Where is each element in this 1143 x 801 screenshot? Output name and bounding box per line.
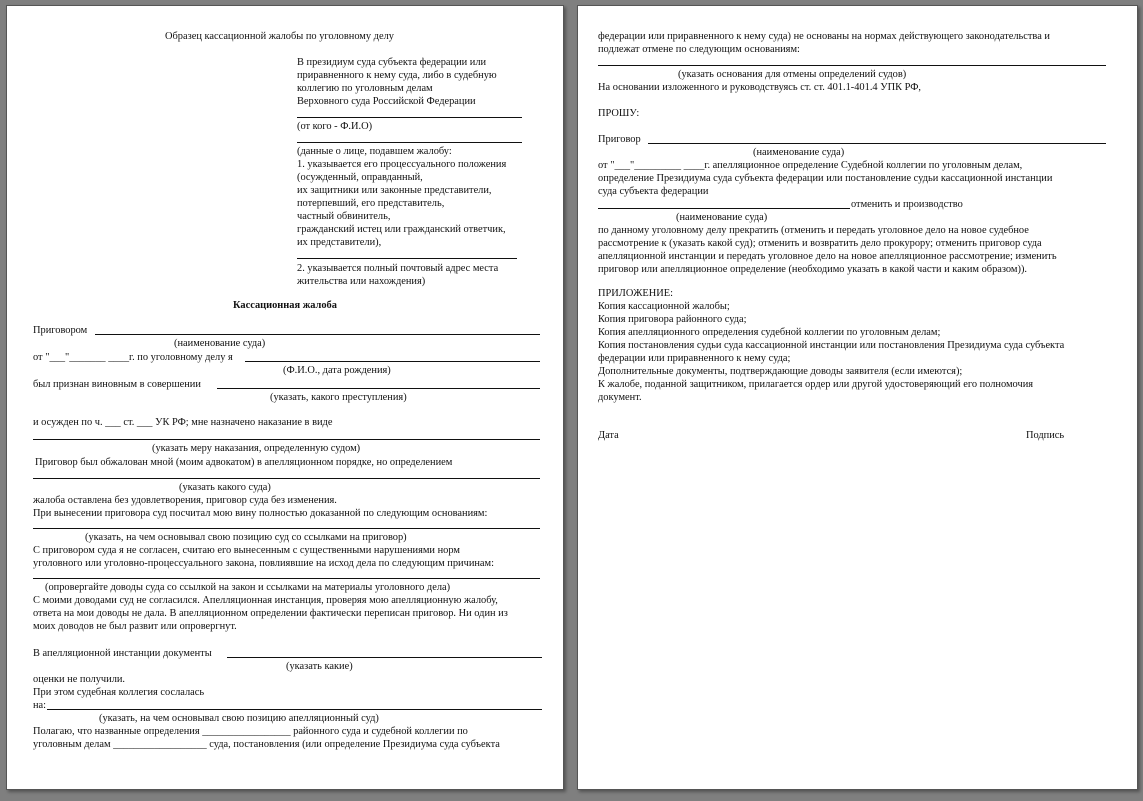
collegium-caption: (указать, на чем основывал свою позицию апелляционный суд) <box>99 713 379 724</box>
applicant-note: их защитники или законные представители, <box>297 185 492 196</box>
appeal-line: Приговор был обжалован мной (моим адвокатом) в апелляционном порядке, но определением <box>35 457 453 468</box>
address-note: 2. указывается полный почтовый адрес места <box>297 263 499 274</box>
appendix-item: Копия постановления судьи суда кассационной инстанции или постановления Президиума суда субъекта <box>598 340 1065 351</box>
on-label: на: <box>33 700 47 711</box>
date-line: от "___"_______ ____г. по уголовному делу я <box>33 352 233 363</box>
grounds-blank <box>33 528 540 529</box>
court-caption: (наименование суда) <box>753 147 845 158</box>
name-blank <box>245 361 540 362</box>
document-page-2 <box>577 5 1138 790</box>
refute-caption: (опровергайте доводы суда со ссылкой на закон и ссылками на материалы уголовного дела) <box>45 582 451 593</box>
appendix-item: документ. <box>598 392 642 403</box>
grounds-blank <box>598 65 1106 66</box>
crime-caption: (указать, какого преступления) <box>270 392 407 403</box>
applicant-blank <box>297 142 522 143</box>
court-disagree-line: ответа на мои доводы не дала. В апелляционном определении фактически переписан приговор. Ни один из <box>33 608 508 619</box>
signature-label: Подпись <box>1026 430 1065 441</box>
complaint-heading: Кассационная жалоба <box>233 300 337 311</box>
from-blank <box>297 117 522 118</box>
appendix-item: Копия апелляционного определения судебной коллегии по уголовным делам; <box>598 327 941 338</box>
applicant-note: 1. указывается его процессуального положения <box>297 159 507 170</box>
address-blank <box>297 258 517 259</box>
applicant-note: гражданский истец или гражданский ответчик, <box>297 224 506 235</box>
document-page-1 <box>6 5 564 790</box>
verdict-blank <box>95 334 540 335</box>
ruling-line: от "___"_________ ____г. апелляционное определение Судебной коллегии по уголовным делам, <box>598 160 1023 171</box>
crime-blank <box>217 388 540 389</box>
verdict-blank <box>648 143 1106 144</box>
applicant-note: (данные о лице, подавшем жалобу: <box>297 146 452 157</box>
appendix-item: Дополнительные документы, подтверждающие доводы заявителя (если имеются); <box>598 366 963 377</box>
continuation-line: подлежат отмене по следующим основаниям: <box>598 44 800 55</box>
cancel-label: отменить и производство <box>851 199 963 210</box>
no-evaluation: оценки не получили. <box>33 674 126 685</box>
court-disagree-line: С моими доводами суд не согласился. Апелляционная инстанция, проверяя мою апелляционную жалобу, <box>33 595 498 606</box>
applicant-note: их представители), <box>297 237 382 248</box>
continuation-line: федерации или приравненного к нему суда) не основаны на нормах действующего законодательства и <box>598 31 1050 42</box>
appendix-item: Копия кассационной жалобы; <box>598 301 730 312</box>
which-caption: (указать какие) <box>286 661 353 672</box>
punishment-caption: (указать меру наказания, определенную судом) <box>152 443 361 454</box>
appendix-item: К жалобе, поданной защитником, прилагается ордер или другой удостоверяющий его полномочия <box>598 379 1034 390</box>
punishment-blank <box>33 439 540 440</box>
request-line: рассмотрение к (указать какой суд); отменить и возвратить дело прокурору; отменить приговор суда <box>598 238 1042 249</box>
believe-line: Полагаю, что названные определения _________________ районного суда и судебной коллегии по <box>33 726 468 737</box>
address-line: коллегию по уголовным делам <box>297 83 433 94</box>
which-court-caption: (указать какого суда) <box>179 482 271 493</box>
address-note: жительства или нахождения) <box>297 276 426 287</box>
request-line: апелляционной инстанции и передать уголовное дело на новое апелляционное рассмотрение; изменить <box>598 251 1057 262</box>
disagree-line: С приговором суда я не согласен, считаю его вынесенным с существенными нарушениями норм <box>33 545 460 556</box>
grounds-caption: (указать основания для отмены определений судов) <box>678 69 907 80</box>
believe-line: уголовным делам __________________ суда, постановления (или определение Президиума суда субъекта <box>33 739 500 750</box>
court-caption-2: (наименование суда) <box>676 212 768 223</box>
applicant-note: частный обвинитель, <box>297 211 391 222</box>
request-heading: ПРОШУ: <box>598 108 640 119</box>
request-line: приговор или апелляционное определение (необходимо указать в какой части и каким образом)). <box>598 264 1028 275</box>
court-blank-2 <box>598 208 850 209</box>
sentenced-line: и осужден по ч. ___ ст. ___ УК РФ; мне назначено наказание в виде <box>33 417 333 428</box>
disagree-line: уголовного или уголовно-процессуального закона, повлиявшие на исход дела по следующим причинам: <box>33 558 495 569</box>
verdict-label: Приговор <box>598 134 641 145</box>
name-caption: (Ф.И.О., дата рождения) <box>283 365 391 376</box>
ruling-line: определение Президиума суда субъекта федерации или постановление судьи кассационной инстанции <box>598 173 1053 184</box>
applicant-note: (осужденный, оправданный, <box>297 172 423 183</box>
from-caption: (от кого - Ф.И.О) <box>297 121 373 132</box>
date-label: Дата <box>598 430 619 441</box>
court-caption: (наименование суда) <box>174 338 266 349</box>
request-line: по данному уголовному делу прекратить (отменить и передать уголовное дело на новое судебное <box>598 225 1029 236</box>
documents-label: В апелляционной инстанции документы <box>33 648 212 659</box>
address-line: приравненного к нему суда, либо в судебную <box>297 70 497 81</box>
court-disagree-line: моих доводов не был развит или опровергнут. <box>33 621 237 632</box>
address-line: В президиум суда субъекта федерации или <box>297 57 487 68</box>
collegium-line: При этом судебная коллегия сослалась <box>33 687 205 698</box>
reasons-blank <box>33 578 540 579</box>
collegium-blank <box>47 709 542 710</box>
ruling-line: суда субъекта федерации <box>598 186 709 197</box>
appeal-result: жалоба оставлена без удовлетворения, приговор суда без изменения. <box>33 495 337 506</box>
grounds-caption: (указать, на чем основывал свою позицию суд со ссылками на приговор) <box>85 532 407 543</box>
grounds-line: При вынесении приговора суд посчитал мою вину полностью доказанной по следующим основаниям: <box>33 508 488 519</box>
address-line: Верховного суда Российской Федерации <box>297 96 476 107</box>
applicant-note: потерпевший, его представитель, <box>297 198 445 209</box>
document-title: Образец кассационной жалобы по уголовному делу <box>165 31 394 42</box>
guilty-label: был признан виновным в совершении <box>33 379 201 390</box>
which-court-blank <box>33 478 540 479</box>
appendix-item: федерации или приравненного к нему суда; <box>598 353 791 364</box>
basis-line: На основании изложенного и руководствуясь ст. ст. 401.1-401.4 УПК РФ, <box>598 82 922 93</box>
appendix-item: Копия приговора районного суда; <box>598 314 747 325</box>
verdict-label: Приговором <box>33 325 88 336</box>
documents-blank <box>227 657 542 658</box>
appendix-heading: ПРИЛОЖЕНИЕ: <box>598 288 673 299</box>
